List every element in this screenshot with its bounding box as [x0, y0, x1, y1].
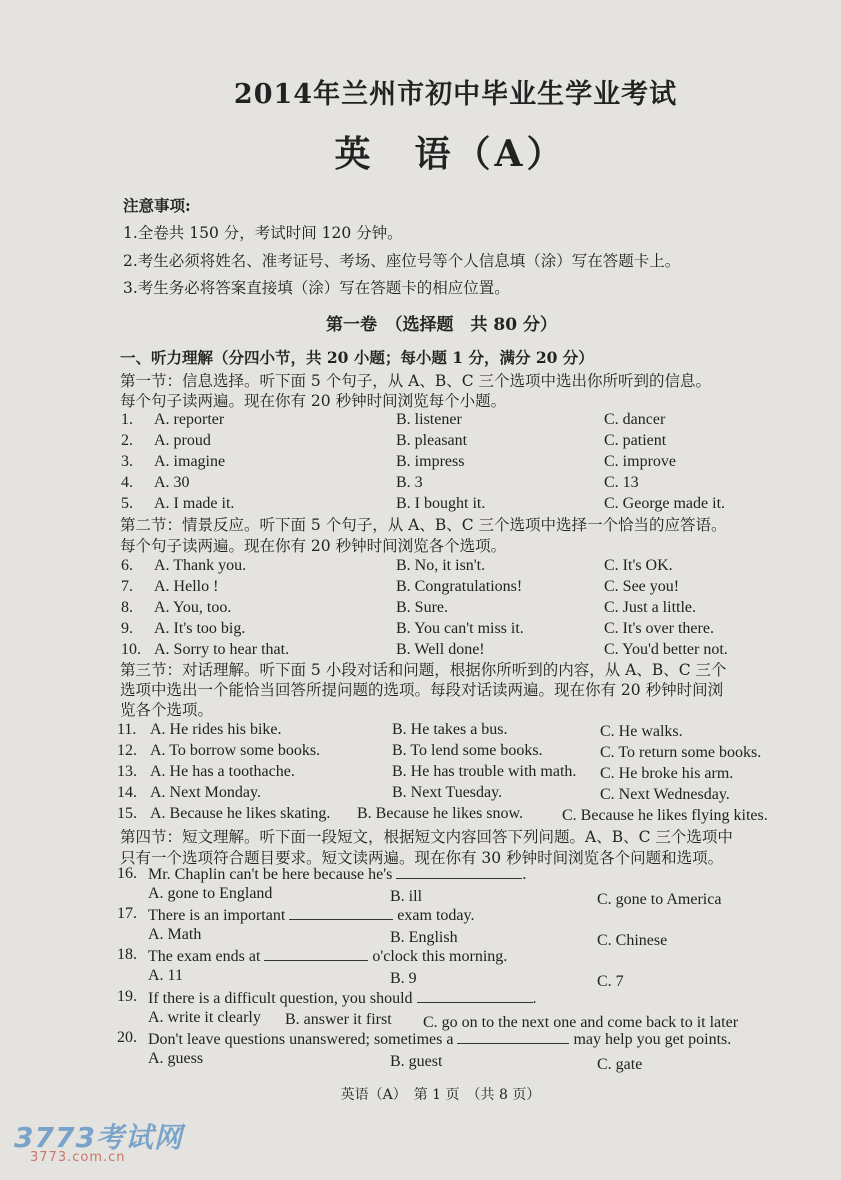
option-a: A. reporter — [154, 411, 225, 428]
option-a: A. guess — [148, 1050, 204, 1067]
answer-blank — [396, 864, 522, 879]
option-c: C. He broke his arm. — [600, 765, 734, 782]
option-c: C. gone to America — [597, 891, 722, 908]
volume-title: 第一卷 （选择题 共 80 分） — [326, 315, 557, 335]
option-c: C. go on to the next one and come back to it later — [423, 1014, 739, 1031]
option-b: B. I bought it. — [396, 495, 486, 512]
option-c: C. You'd better not. — [604, 641, 728, 658]
question-number: 12. — [117, 742, 137, 759]
option-c: C. dancer — [604, 411, 666, 428]
question-stem: Mr. Chaplin can't be here because he's . — [148, 866, 527, 883]
notice-item: 1.全卷共 150 分，考试时间 120 分钟。 — [123, 224, 403, 242]
option-c: C. improve — [604, 453, 676, 470]
question-number: 10. — [121, 641, 141, 658]
option-c: C. See you! — [604, 578, 680, 595]
section-instruction: 第一节：信息选择。听下面 5 个句子，从 A、B、C 三个选项中选出你所听到的信息。 — [120, 372, 712, 390]
question-number: 3. — [121, 453, 133, 470]
question-number: 17. — [117, 905, 137, 922]
question-number: 13. — [117, 763, 137, 780]
option-a: A. write it clearly — [148, 1009, 261, 1026]
option-c: C. gate — [597, 1056, 643, 1073]
option-c: C. George made it. — [604, 495, 726, 512]
option-c: C. patient — [604, 432, 667, 449]
option-c: C. It's over there. — [604, 620, 714, 637]
page-footer: 英语（A） 第 1 页 （共 8 页） — [340, 1087, 541, 1103]
option-b: B. Because he likes snow. — [357, 805, 524, 822]
option-a: A. proud — [154, 432, 211, 449]
option-c: C. Chinese — [597, 932, 668, 949]
question-number: 9. — [121, 620, 133, 637]
question-number: 15. — [117, 805, 137, 822]
option-c: C. It's OK. — [604, 557, 673, 574]
option-a: A. He rides his bike. — [150, 721, 282, 738]
option-b: B. impress — [396, 453, 465, 470]
section-instruction: 览各个选项。 — [120, 701, 214, 719]
question-number: 7. — [121, 578, 133, 595]
section-instruction: 每个句子读两遍。现在你有 20 秒钟时间浏览各个选项。 — [120, 537, 507, 555]
option-a: A. He has a toothache. — [150, 763, 295, 780]
option-a: A. You, too. — [154, 599, 232, 616]
option-b: B. Well done! — [396, 641, 485, 658]
answer-blank — [264, 946, 368, 961]
part-heading: 一、听力理解（分四小节，共 20 小题；每小题 1 分，满分 20 分） — [120, 348, 594, 367]
question-stem: There is an important exam today. — [148, 907, 475, 924]
notice-heading: 注意事项: — [123, 196, 191, 215]
option-b: B. To lend some books. — [392, 742, 543, 759]
option-a: A. Because he likes skating. — [150, 805, 331, 822]
option-b: B. He takes a bus. — [392, 721, 508, 738]
option-a: A. 11 — [148, 967, 183, 984]
question-stem: The exam ends at o'clock this morning. — [148, 948, 508, 965]
question-number: 4. — [121, 474, 133, 491]
section-instruction: 第二节：情景反应。听下面 5 个句子，从 A、B、C 三个选项中选择一个恰当的应答语。 — [120, 516, 727, 534]
question-stem: Don't leave questions unanswered; sometimes a may help you get points. — [148, 1031, 732, 1048]
option-a: A. It's too big. — [154, 620, 246, 637]
option-b: B. ill — [390, 888, 423, 905]
answer-blank — [417, 988, 533, 1003]
option-a: A. 30 — [154, 474, 190, 491]
option-b: B. English — [390, 929, 458, 946]
section-instruction: 选项中选出一个能恰当回答所提问题的选项。每段对话读两遍。现在你有 20 秒钟时间浏 — [120, 681, 724, 699]
option-c: C. Next Wednesday. — [600, 786, 730, 803]
option-c: C. 7 — [597, 973, 624, 990]
option-a: A. Next Monday. — [150, 784, 261, 801]
question-number: 20. — [117, 1029, 137, 1046]
option-b: B. 3 — [396, 474, 423, 491]
answer-blank — [289, 905, 393, 920]
option-a: A. To borrow some books. — [150, 742, 321, 759]
section-instruction: 每个句子读两遍。现在你有 20 秒钟时间浏览每个小题。 — [120, 392, 507, 410]
question-number: 8. — [121, 599, 133, 616]
notice-item: 3.考生务必将答案直接填（涂）写在答题卡的相应位置。 — [123, 279, 510, 297]
option-c: C. Because he likes flying kites. — [562, 807, 768, 824]
option-c: C. To return some books. — [600, 744, 762, 761]
option-a: A. I made it. — [154, 495, 235, 512]
option-c: C. He walks. — [600, 723, 683, 740]
option-b: B. Next Tuesday. — [392, 784, 503, 801]
section-instruction: 只有一个选项符合题目要求。短文读两遍。现在你有 30 秒钟时间浏览各个问题和选项。 — [120, 849, 724, 867]
watermark-logo: 3773考试网 — [14, 1121, 183, 1154]
question-number: 14. — [117, 784, 137, 801]
question-number: 16. — [117, 865, 137, 882]
option-a: A. gone to England — [148, 885, 273, 902]
option-b: B. Congratulations! — [396, 578, 523, 595]
option-b: B. guest — [390, 1053, 443, 1070]
watermark-url: 3773.com.cn — [30, 1150, 126, 1165]
question-number: 2. — [121, 432, 133, 449]
option-a: A. Thank you. — [154, 557, 247, 574]
option-b: B. 9 — [390, 970, 417, 987]
question-number: 19. — [117, 988, 137, 1005]
option-b: B. Sure. — [396, 599, 448, 616]
section-instruction: 第四节：短文理解。听下面一段短文，根据短文内容回答下列问题。A、B、C 三个选项中 — [120, 828, 733, 846]
answer-blank — [457, 1029, 569, 1044]
option-b: B. answer it first — [285, 1011, 392, 1028]
notice-item: 2.考生必须将姓名、准考证号、考场、座位号等个人信息填（涂）写在答题卡上。 — [123, 252, 681, 270]
question-stem: If there is a difficult question, you should . — [148, 990, 537, 1007]
option-c: C. Just a little. — [604, 599, 696, 616]
option-c: C. 13 — [604, 474, 639, 491]
option-b: B. pleasant — [396, 432, 468, 449]
question-number: 5. — [121, 495, 133, 512]
subject-title: 英 语（A） — [334, 133, 567, 175]
option-a: A. imagine — [154, 453, 226, 470]
section-instruction: 第三节：对话理解。听下面 5 小段对话和问题，根据你所听到的内容，从 A、B、C 三个 — [120, 661, 727, 679]
question-number: 18. — [117, 946, 137, 963]
option-b: B. listener — [396, 411, 462, 428]
question-number: 6. — [121, 557, 133, 574]
option-a: A. Sorry to hear that. — [154, 641, 290, 658]
option-a: A. Math — [148, 926, 202, 943]
option-b: B. No, it isn't. — [396, 557, 486, 574]
option-b: B. He has trouble with math. — [392, 763, 577, 780]
question-number: 11. — [117, 721, 137, 738]
exam-title: 2014年兰州市初中毕业生学业考试 — [233, 79, 678, 110]
option-a: A. Hello ! — [154, 578, 219, 595]
question-number: 1. — [121, 411, 133, 428]
option-b: B. You can't miss it. — [396, 620, 524, 637]
